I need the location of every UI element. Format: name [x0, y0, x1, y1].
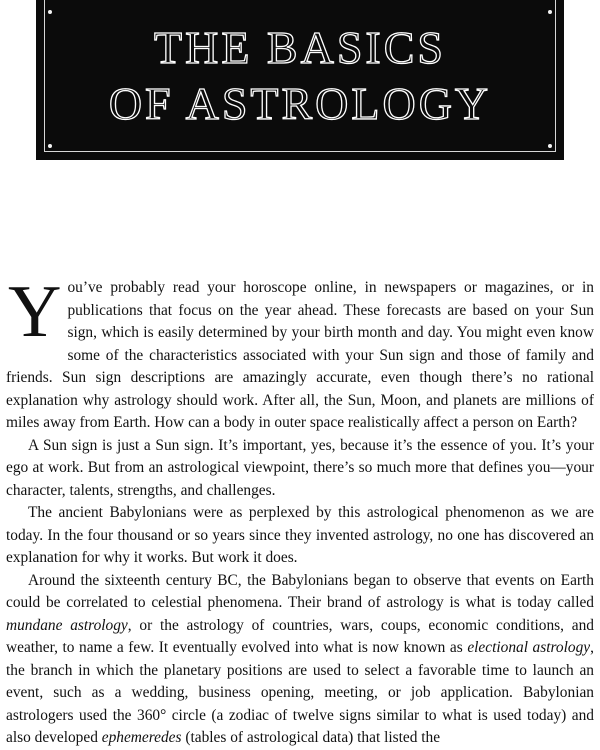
term-ephemeredes: ephemeredes [101, 729, 182, 746]
paragraph-3: The ancient Babylonians were as perplexed by this astrological phenomenon as we are today. In the four thousand or so years since they invented astrology, no one has discovered an explanation for why it works. But work it does. [6, 504, 594, 566]
corner-dot-top-right [548, 10, 552, 14]
corner-dot-bottom-right [548, 144, 552, 148]
paragraph-1-text: ou’ve probably read your horoscope online, in newspapers or magazines, or in publications that focus on the year ahead. These forecasts are based on your Sun sign, which is easily determined by your birth month and day. You might even know some of the characteristics associated with your Sun sign and those of family and friends. Sun sign descriptions are amazingly accurate, even though there’s no rational explanation why astrology should work. After all, the Sun, Moon, and planets are millions of miles away from Earth. How can a body in outer space realistically affect a person on Earth? [6, 279, 594, 431]
paragraph-4-text-d: (tables of astrological data) that listed the [181, 729, 441, 746]
chapter-title-line-2: OF ASTROLOGY [108, 78, 492, 129]
paragraph-4 [6, 570, 594, 750]
drop-cap: Y [8, 271, 62, 353]
paragraph-4-text-c: , the branch in which the planetary positions are used to select a favorable time to launch an event, such as a wedding, business opening, meeting, or job application. Babylonian astrologers used the 360° circle (a zodiac of twelve signs similar to what is used today) and also developed [6, 639, 594, 746]
paragraph-2: A Sun sign is just a Sun sign. It’s important, yes, because it’s the essence of you. It’s your ego at work. But from an astrological viewpoint, there’s so much more that defines you—your character, talents, strengths, and challenges. [6, 436, 594, 499]
chapter-title-block [36, 0, 564, 160]
corner-dot-top-left [48, 10, 52, 14]
paragraph-1 [6, 271, 594, 435]
paragraph-4-text-b: , or the astrology of countries, wars, coups, economic conditions, and weather, to name a few. It eventually evolved into what is now known as [6, 616, 594, 656]
body-text [6, 271, 594, 750]
chapter-title-line-1: THE BASICS [154, 22, 446, 73]
corner-dot-bottom-left [48, 144, 52, 148]
paragraph-4-text-a: Around the sixteenth century BC, the Babylonians began to observe that events on Earth could be correlated to celestial phenomena. Their brand of astrology is what is today called [6, 571, 594, 611]
term-mundane-astrology: mundane astrology [6, 616, 128, 634]
term-electional-astrology: electional astrology [467, 639, 591, 656]
